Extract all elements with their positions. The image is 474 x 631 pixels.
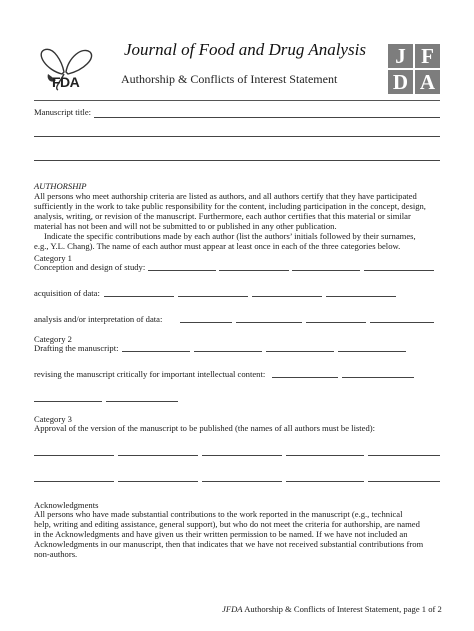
category1-analysis-field-1[interactable] bbox=[180, 322, 232, 323]
category1-conception-field-1[interactable] bbox=[148, 270, 216, 271]
category3-field-10[interactable] bbox=[368, 481, 440, 482]
manuscript-title-field[interactable] bbox=[94, 117, 440, 118]
authorship-para1-line4: material has not been and will not be submitted to or published in any other publication. bbox=[34, 221, 337, 231]
category3-description: Approval of the version of the manuscript to be published (the names of all authors must be listed): bbox=[34, 423, 376, 433]
category2-revising-field-1[interactable] bbox=[272, 377, 338, 378]
category1-heading: Category 1 bbox=[34, 253, 72, 263]
category3-field-8[interactable] bbox=[202, 481, 282, 482]
category1-analysis-field-4[interactable] bbox=[370, 322, 434, 323]
category3-field-9[interactable] bbox=[286, 481, 364, 482]
footer-text: Authorship & Conflicts of Interest Statement, page 1 of 2 bbox=[244, 604, 442, 614]
jfda-letter-j: J bbox=[388, 44, 413, 68]
category3-field-2[interactable] bbox=[118, 455, 198, 456]
statement-subtitle: Authorship & Conflicts of Interest Statement bbox=[121, 72, 338, 86]
header-divider bbox=[34, 100, 440, 101]
category2-drafting-field-2[interactable] bbox=[194, 351, 262, 352]
authorship-para2-line2: e.g., Y.L. Chang). The name of each author must appear at least once in each of the three categories below. bbox=[34, 241, 401, 251]
category2-revising-field-3[interactable] bbox=[34, 401, 102, 402]
authorship-para2-line1: Indicate the specific contributions made by each author (list the authors’ initials followed by their surnames, bbox=[44, 231, 416, 241]
category2-revising-field-2[interactable] bbox=[342, 377, 414, 378]
acknowledgments-line2: help, writing and editing assistance, general support), but who do not meet the criteria for authorship, are named bbox=[34, 519, 420, 529]
category1-conception-field-4[interactable] bbox=[364, 270, 434, 271]
manuscript-title-field-line2[interactable] bbox=[34, 136, 440, 137]
manuscript-title-label: Manuscript title: bbox=[34, 107, 92, 117]
category2-revising-label: revising the manuscript critically for important intellectual content: bbox=[34, 369, 266, 379]
category3-field-4[interactable] bbox=[286, 455, 364, 456]
category3-field-1[interactable] bbox=[34, 455, 114, 456]
jfda-letter-a: A bbox=[415, 70, 440, 94]
category2-drafting-field-1[interactable] bbox=[122, 351, 190, 352]
jfda-logo bbox=[388, 44, 440, 94]
category1-analysis-label: analysis and/or interpretation of data: bbox=[34, 314, 163, 324]
category1-acquisition-label: acquisition of data: bbox=[34, 288, 100, 298]
authorship-para1-line2: sufficiently in the work to take public responsibility for the content, including participation in the concept, design, bbox=[34, 201, 426, 211]
category1-acquisition-field-2[interactable] bbox=[178, 296, 248, 297]
category1-analysis-field-3[interactable] bbox=[306, 322, 366, 323]
authorship-para1-line3: analysis, writing, or revision of the manuscript. Furthermore, each author certifies that this material or similar bbox=[34, 211, 411, 221]
jfda-letter-d: D bbox=[388, 70, 413, 94]
category1-acquisition-field-4[interactable] bbox=[326, 296, 396, 297]
acknowledgments-line1: All persons who have made substantial contributions to the work reported in the manuscript (e.g., technical bbox=[34, 509, 403, 519]
category3-field-7[interactable] bbox=[118, 481, 198, 482]
acknowledgments-line3: in the Acknowledgments and have given us their written permission to be named. If we have not included an bbox=[34, 529, 408, 539]
category2-drafting-field-4[interactable] bbox=[338, 351, 406, 352]
acknowledgments-heading: Acknowledgments bbox=[34, 500, 99, 510]
category2-heading: Category 2 bbox=[34, 334, 72, 344]
category2-drafting-label: Drafting the manuscript: bbox=[34, 343, 119, 353]
category3-field-6[interactable] bbox=[34, 481, 114, 482]
category1-conception-label: Conception and design of study: bbox=[34, 262, 146, 272]
journal-title: Journal of Food and Drug Analysis bbox=[124, 40, 366, 59]
jfda-letter-f: F bbox=[415, 44, 440, 68]
acknowledgments-line4: Acknowledgments in our manuscript, then that indicates that we have not received substantial contributions from bbox=[34, 539, 424, 549]
authorship-para1-line1: All persons who meet authorship criteria are listed as authors, and all authors certify that they have participated bbox=[34, 191, 417, 201]
footer-journal-abbr: JFDA bbox=[222, 604, 243, 614]
fda-logo-text: FDA bbox=[52, 74, 80, 90]
category1-acquisition-field-3[interactable] bbox=[252, 296, 322, 297]
category3-field-5[interactable] bbox=[368, 455, 440, 456]
category1-conception-field-2[interactable] bbox=[219, 270, 289, 271]
manuscript-title-field-line3[interactable] bbox=[34, 160, 440, 161]
authorship-heading: AUTHORSHIP bbox=[34, 181, 87, 191]
acknowledgments-line5: non-authors. bbox=[34, 549, 78, 559]
category1-acquisition-field-1[interactable] bbox=[104, 296, 174, 297]
category3-heading: Category 3 bbox=[34, 414, 72, 424]
page-footer bbox=[222, 604, 442, 614]
category3-field-3[interactable] bbox=[202, 455, 282, 456]
category2-revising-field-4[interactable] bbox=[106, 401, 178, 402]
category1-analysis-field-2[interactable] bbox=[236, 322, 302, 323]
category2-drafting-field-3[interactable] bbox=[266, 351, 334, 352]
category1-conception-field-3[interactable] bbox=[292, 270, 360, 271]
